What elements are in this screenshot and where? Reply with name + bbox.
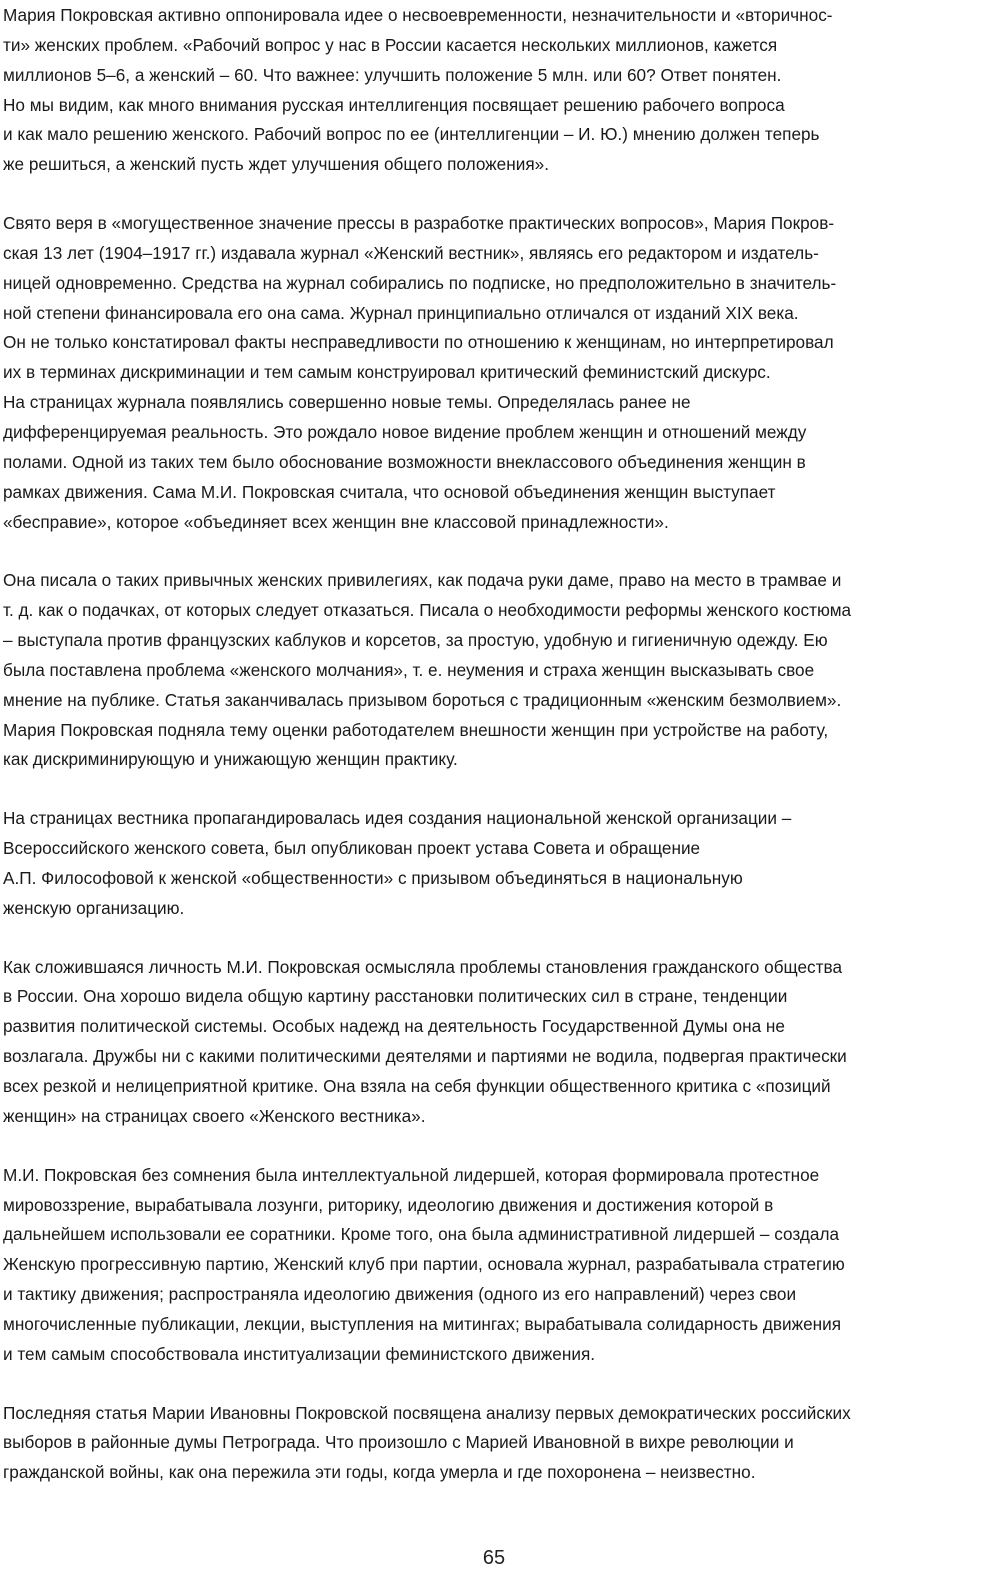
text-line: рамках движения. Сама М.И. Покровская считала, что основой объединения женщин выступает	[3, 481, 776, 502]
text-line: Женскую прогрессивную партию, Женский клуб при партии, основала журнал, разрабатывала стратегию	[3, 1254, 845, 1275]
text-line: дальнейшем использовали ее соратники. Кроме того, она была административной лидершей – создала	[3, 1224, 840, 1245]
text-line: и тактику движения; распространяла идеологию движения (одного из его направлений) через свои	[3, 1284, 797, 1305]
text-line: всех резкой и нелицеприятной критике. Она взяла на себя функции общественного критика с «позиций	[3, 1076, 831, 1096]
text-line: мнение на публике. Статья заканчивалась призывом бороться с традиционным «женским безмолвием».	[3, 689, 842, 710]
text-line: Он не только констатировал факты несправедливости по отношению к женщинам, но интерпретировал	[3, 332, 834, 353]
text-line: Последняя статья Марии Ивановны Покровской посвящена анализу первых демократических российских	[3, 1402, 851, 1423]
text-line: и тем самым способствовала институализации феминистского движения.	[3, 1343, 596, 1364]
text-line: и как мало решению женского. Рабочий вопрос по ее (интеллигенции – И. Ю.) мнению должен теперь	[3, 124, 820, 145]
text-line: мировоззрение, вырабатывала лозунги, риторику, идеологию движения и достижения которой в	[3, 1194, 774, 1215]
text-line: ская 13 лет (1904–1917 гг.) издавала журнал «Женский вестник», являясь его редактором и издатель-	[3, 242, 819, 263]
text-line: миллионов 5–6, а женский – 60. Что важнее: улучшить положение 5 млн. или 60? Ответ понятен.	[3, 64, 782, 85]
text-line: выборов в районные думы Петрограда. Что произошло с Марией Ивановной в вихре революции и	[3, 1432, 794, 1453]
paragraph-1	[3, 1, 985, 180]
text-line: Как сложившаяся личность М.И. Покровская осмысляла проблемы становления гражданского общества	[3, 956, 843, 977]
text-line: многочисленные публикации, лекции, выступления на митингах; вырабатывала солидарность движения	[3, 1313, 842, 1334]
text-line: Мария Покровская подняла тему оценки работодателем внешности женщин при устройстве на работу,	[3, 719, 829, 740]
text-line: А.П. Философовой к женской «общественности» с призывом объединяться в национальную	[3, 867, 743, 888]
text-line: гражданской войны, как она пережила эти годы, когда умерла и где похоронена – неизвестно.	[3, 1462, 756, 1483]
text-line: ти» женских проблем. «Рабочий вопрос у нас в России касается нескольких миллионов, кажется	[3, 34, 778, 55]
text-line: их в терминах дискриминации и тем самым конструировал критический феминистский дискурс.	[3, 362, 771, 383]
text-line: полами. Одной из таких тем было обоснование возможности внеклассового объединения женщин в	[3, 451, 806, 472]
page-number: 65	[482, 1547, 506, 1569]
text-line: т. д. как о подачках, от которых следует отказаться. Писала о необходимости реформы женского костюма	[3, 600, 852, 621]
document-body	[3, 1, 985, 1517]
text-line: Но мы видим, как много внимания русская интеллигенция посвящает решению рабочего вопроса	[3, 94, 785, 115]
text-line: ницей одновременно. Средства на журнал собирались по подписке, но предположительно в значитель-	[3, 272, 837, 293]
text-line: На страницах журнала появлялись совершенно новые темы. Определялась ранее не	[3, 392, 691, 413]
text-line: же решиться, а женский пусть ждет улучшения общего положения».	[3, 154, 549, 175]
text-line: женскую организацию.	[3, 897, 185, 918]
paragraph-2	[3, 209, 985, 537]
text-line: была поставлена проблема «женского молчания», т. е. неумения и страха женщин высказывать свое	[3, 659, 815, 680]
text-line: – выступала против французских каблуков и корсетов, за простую, удобную и гигиеничную одежду. Ею	[3, 630, 828, 651]
text-line: развития политической системы. Особых надежд на деятельность Государственной Думы она не	[3, 1016, 785, 1037]
paragraph-7	[3, 1399, 985, 1489]
text-line: На страницах вестника пропагандировалась идея создания национальной женской организации –	[3, 808, 792, 829]
paragraph-4	[3, 804, 985, 923]
text-line: как дискриминирующую и унижающую женщин практику.	[3, 749, 458, 770]
text-line: возлагала. Дружбы ни с какими политическими деятелями и партиями не водила, подвергая практически	[3, 1046, 847, 1067]
text-line: «бесправие», которое «объединяет всех женщин вне классовой принадлежности».	[3, 511, 669, 532]
text-line: ной степени финансировала его она сама. Журнал принципиально отличался от изданий XIX века.	[3, 302, 799, 323]
text-line: женщин» на страницах своего «Женского вестника».	[3, 1105, 426, 1126]
paragraph-3	[3, 566, 985, 775]
text-line: в России. Она хорошо видела общую картину расстановки политических сил в стране, тенденции	[3, 986, 788, 1007]
text-line: Мария Покровская активно оппонировала идее о несвоевременности, незначительности и «вторичнос-	[3, 5, 833, 25]
text-line: Она писала о таких привычных женских привилегиях, как подача руки даме, право на место в трамвае и	[3, 570, 842, 591]
text-line: Свято веря в «могущественное значение прессы в разработке практических вопросов», Мария Покров-	[3, 213, 835, 234]
paragraph-5	[3, 953, 985, 1132]
paragraph-6	[3, 1161, 985, 1370]
text-line: Всероссийского женского совета, был опубликован проект устава Совета и обращение	[3, 838, 701, 859]
text-line: дифференцируемая реальность. Это рождало новое видение проблем женщин и отношений между	[3, 421, 807, 442]
text-line: М.И. Покровская без сомнения была интеллектуальной лидершей, которая формировала протестное	[3, 1164, 820, 1185]
